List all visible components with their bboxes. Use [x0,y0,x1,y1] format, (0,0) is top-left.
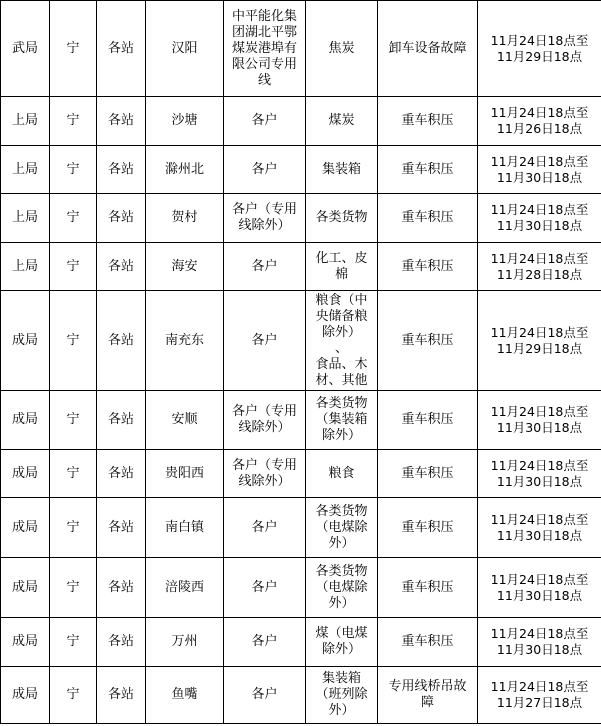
goods-cell: 各类货物 （电煤除 外） [306,558,378,618]
consignee-cell: 各户 [224,146,306,194]
bureau-cell: 上局 [1,243,50,291]
station-cell: 贵阳西 [146,450,224,498]
consignee-cell: 各户（专用 线除外） [224,391,306,450]
station-cell: 海安 [146,243,224,291]
consignee-cell: 各户（专用 线除外） [224,450,306,498]
station-cell: 鱼嘴 [146,667,224,724]
goods-cell: 各类货物 [306,194,378,243]
bureau-cell: 成局 [1,498,50,558]
station-cell: 沙塘 [146,97,224,146]
reason-cell: 重车积压 [378,618,478,667]
consignee-cell: 各户（专用 线除外） [224,194,306,243]
period-cell: 11月24日18点至 11月30日18点 [478,391,601,450]
reason-cell: 重车积压 [378,291,478,391]
direction-cell: 宁 [50,1,97,97]
consignee-cell: 各户 [224,667,306,724]
goods-cell: 煤炭 [306,97,378,146]
bureau-cell: 上局 [1,146,50,194]
table-row [1,1,601,97]
table-row [1,450,601,498]
consignee-cell: 各户 [224,291,306,391]
goods-cell: 集装箱 （班列除 外） [306,667,378,724]
station-cell: 贺村 [146,194,224,243]
table-row [1,618,601,667]
bureau-cell: 成局 [1,558,50,618]
goods-cell: 各类货物 （集装箱 除外） [306,391,378,450]
period-cell: 11月24日18点至 11月30日18点 [478,450,601,498]
scope-cell: 各站 [97,243,146,291]
direction-cell: 宁 [50,97,97,146]
table-row [1,97,601,146]
goods-cell: 粮食（中 央储备粮 除外） 、 食品、木 材、其他 [306,291,378,391]
scope-cell: 各站 [97,391,146,450]
scope-cell: 各站 [97,1,146,97]
period-cell: 11月24日18点至 11月28日18点 [478,243,601,291]
bureau-cell: 上局 [1,194,50,243]
reason-cell: 重车积压 [378,391,478,450]
scope-cell: 各站 [97,450,146,498]
table-row [1,194,601,243]
scope-cell: 各站 [97,498,146,558]
goods-cell: 化工、皮 棉 [306,243,378,291]
table-row [1,146,601,194]
direction-cell: 宁 [50,391,97,450]
reason-cell: 卸车设备故障 [378,1,478,97]
station-cell: 南充东 [146,291,224,391]
consignee-cell: 各户 [224,243,306,291]
reason-cell: 重车积压 [378,146,478,194]
consignee-cell: 各户 [224,618,306,667]
consignee-cell: 各户 [224,97,306,146]
reason-cell: 重车积压 [378,97,478,146]
direction-cell: 宁 [50,243,97,291]
goods-cell: 集装箱 [306,146,378,194]
period-cell: 11月24日18点至 11月30日18点 [478,618,601,667]
scope-cell: 各站 [97,667,146,724]
period-cell: 11月24日18点至 11月29日18点 [478,1,601,97]
bureau-cell: 上局 [1,97,50,146]
table-row [1,243,601,291]
bureau-cell: 成局 [1,450,50,498]
reason-cell: 重车积压 [378,558,478,618]
period-cell: 11月24日18点至 11月29日18点 [478,291,601,391]
bureau-cell: 成局 [1,391,50,450]
consignee-cell: 中平能化集 团湖北平鄂 煤炭港埠有 限公司专用 线 [224,1,306,97]
bureau-cell: 成局 [1,618,50,667]
period-cell: 11月24日18点至 11月27日18点 [478,667,601,724]
scope-cell: 各站 [97,97,146,146]
scope-cell: 各站 [97,194,146,243]
station-cell: 南白镇 [146,498,224,558]
period-cell: 11月24日18点至 11月30日18点 [478,558,601,618]
reason-cell: 重车积压 [378,450,478,498]
station-cell: 汉阳 [146,1,224,97]
direction-cell: 宁 [50,667,97,724]
scope-cell: 各站 [97,291,146,391]
table-row [1,667,601,724]
table-row [1,558,601,618]
direction-cell: 宁 [50,498,97,558]
goods-cell: 各类货物 （电煤除 外） [306,498,378,558]
station-cell: 安顺 [146,391,224,450]
reason-cell: 专用线桥吊故 障 [378,667,478,724]
period-cell: 11月24日18点至 11月30日18点 [478,194,601,243]
consignee-cell: 各户 [224,498,306,558]
goods-cell: 焦炭 [306,1,378,97]
reason-cell: 重车积压 [378,498,478,558]
station-cell: 万州 [146,618,224,667]
direction-cell: 宁 [50,558,97,618]
reason-cell: 重车积压 [378,194,478,243]
period-cell: 11月24日18点至 11月30日18点 [478,146,601,194]
direction-cell: 宁 [50,146,97,194]
period-cell: 11月24日18点至 11月30日18点 [478,498,601,558]
goods-cell: 煤（电煤 除外） [306,618,378,667]
direction-cell: 宁 [50,291,97,391]
direction-cell: 宁 [50,194,97,243]
bureau-cell: 武局 [1,1,50,97]
direction-cell: 宁 [50,450,97,498]
period-cell: 11月24日18点至 11月26日18点 [478,97,601,146]
goods-cell: 粮食 [306,450,378,498]
scope-cell: 各站 [97,618,146,667]
direction-cell: 宁 [50,618,97,667]
bureau-cell: 成局 [1,667,50,724]
consignee-cell: 各户 [224,558,306,618]
scope-cell: 各站 [97,558,146,618]
table-row [1,291,601,391]
table-row [1,391,601,450]
table-row [1,498,601,558]
reason-cell: 重车积压 [378,243,478,291]
bureau-cell: 成局 [1,291,50,391]
station-cell: 滁州北 [146,146,224,194]
station-cell: 涪陵西 [146,558,224,618]
scope-cell: 各站 [97,146,146,194]
